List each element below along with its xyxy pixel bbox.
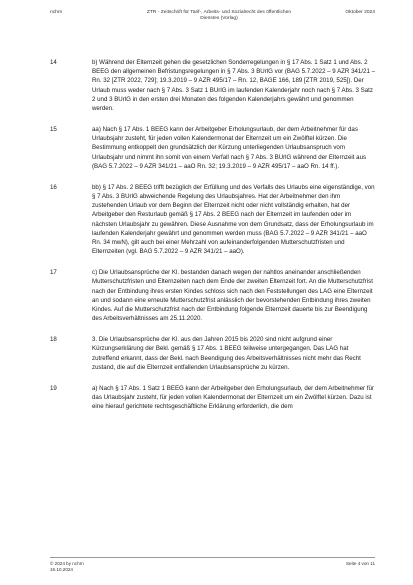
paragraph-17 bbox=[50, 268, 375, 323]
page-number: Seite 4 von 11 bbox=[345, 561, 375, 566]
page-footer bbox=[50, 557, 375, 573]
footer-date: 16.10.2024 bbox=[50, 566, 73, 572]
footer-left bbox=[50, 561, 84, 573]
paragraph-14 bbox=[50, 58, 375, 113]
header-center bbox=[134, 10, 304, 22]
paragraph-15 bbox=[50, 125, 375, 171]
paragraph-19 bbox=[50, 384, 375, 412]
paragraph-number: 16 bbox=[50, 183, 57, 191]
footer-copyright: © 2024 by nchrn bbox=[50, 561, 84, 566]
header-date: Oktober 2024 bbox=[345, 10, 375, 15]
header-title-line1: ZTR - Zeitschrift für Tarif-, Arbeits- und Sozialrecht des öffentlichen bbox=[146, 10, 292, 15]
paragraph-text: 3. Die Urlaubsansprüche der Kl. aus den Jahren 2015 bis 2020 sind nicht aufgrund einer Kürzungserklärung der Bekl. gemäß § 17 Abs. 1 BEEG teilweise untergegangen. Das LAG hat zutreffend erkannt, dass der Bekl. nach Beendigung des Arbeitsverhältnisses nicht mehr das Recht zustand, die auf die Elternzeit entfallenden Urlaubsansprüche zu kürzen. bbox=[92, 336, 361, 371]
document-body bbox=[50, 58, 375, 411]
page-header bbox=[50, 10, 375, 32]
paragraph-18 bbox=[50, 335, 375, 372]
paragraph-number: 18 bbox=[50, 336, 57, 344]
paragraph-text: b) Während der Elternzeit gehen die gesetzlichen Sonderregelungen in § 17 Abs. 1 Satz 1 und Abs. 2 BEEG den allgemeinen Befristungsregelungen in § 7 Abs. 3 BUrlG vor (BAG 5.7.2022 – 9 AZR 341/21 – Rn. 32 [ZTR 2022, 729]; 19.3.2019 – 9 AZR 495/17 – Rn. 12, BAGE 166, 189 [ZTR 2019, 525]). Der Urlaub muss weder nach § 7 Abs. 3 Satz 1 BUrlG im laufenden Kalenderjahr noch nach § 7 Abs. 3 Satz 2 und 3 BUrlG in den ersten drei Monaten des folgenden Kalenderjahrs gewährt und genommen werden. bbox=[92, 59, 375, 113]
paragraph-text: bb) § 17 Abs. 2 BEEG trifft bezüglich der Erfüllung und des Verfalls des Urlaubs eine eigenständige, von § 7 Abs. 3 BUrlG abweichende Regelung des Urlaubsjahres. Hat der Arbeitnehmer den ihm zustehenden Urlaub vor dem Beginn der Elternzeit nicht oder nicht vollständig erhalten, hat der Arbeitgeber den Resturlaub gemäß § 17 Abs. 2 BEEG nach der Elternzeit im laufenden oder im nächsten Urlaubsjahr zu gewähren. Diese Ausnahme von dem Grundsatz, dass der Erholungsurlaub im laufenden Kalenderjahr gewährt und genommen werden muss (BAG 5.7.2022 – 9 AZR 341/21 – aaO Rn. 34 mwN), gilt auch bei einer Mehrzahl von aufeinanderfolgenden Mutterschutzfristen und Elternzeiten (vgl. BAG 5.7.2022 – 9 AZR 341/21 – aaO). bbox=[92, 183, 375, 256]
paragraph-number: 17 bbox=[50, 269, 57, 277]
paragraph-text: c) Die Urlaubsansprüche der Kl. bestanden danach wegen der nahtlos aneinander anschließenden Mutterschutzfristen und Elternzeiten nach dem Ende der zweiten Elternzeit fort. An die Mutterschutzfrist nach der Entbindung ihres ersten Kindes schloss sich nach den Feststellungen des LAG eine Elternzeit an und sodann eine erneute Mutterschutzfrist anlässlich der bevorstehenden Entbindung ihres zweiten Kindes. Auf die Mutterschutzfrist nach der Entbindung folgende Elternzeit dauerte bis zur Beendigung des Arbeitsverhältnisses am 25.11.2020. bbox=[92, 269, 373, 323]
paragraph-number: 15 bbox=[50, 126, 57, 134]
header-left: nchrn bbox=[50, 10, 63, 15]
paragraph-number: 14 bbox=[50, 59, 57, 66]
header-title-line2: Dienstes (Vorlag) bbox=[200, 16, 238, 21]
paragraph-text: a) Nach § 17 Abs. 1 Satz 1 BEEG kann der Arbeitgeber den Erholungsurlaub, der dem Arbeitnehmer für das Urlaubsjahr zusteht, für jeden vollen Kalendermonat der Elternzeit um ein Zwölftel kürzen. Dazu ist eine hierauf gerichtete rechtsgeschäftliche Erklärung erforderlich, die dem bbox=[92, 384, 374, 411]
paragraph-number: 19 bbox=[50, 384, 57, 392]
paragraph-16 bbox=[50, 183, 375, 257]
paragraph-text: aa) Nach § 17 Abs. 1 BEEG kann der Arbeitgeber Erholungsurlaub, der dem Arbeitnehmer für das Urlaubsjahr zusteht, für jeden vollen Kalendermonat der Elternzeit um ein Zwölftel kürzen. Die Bestimmung entkoppelt den grundsätzlich der Kürzung unterliegenden Urlaubsanspruch vom Urlaubsjahr und nimmt ihn somit von einem Verfall nach § 7 Abs. 3 BUrlG während der Elternzeit aus (BAG 5.7.2022 – 9 AZR 341/21 – aaO Rn. 32; 19.3.2019 – 9 AZR 495/17 – aaO Rn. 14 ff.). bbox=[92, 126, 367, 170]
